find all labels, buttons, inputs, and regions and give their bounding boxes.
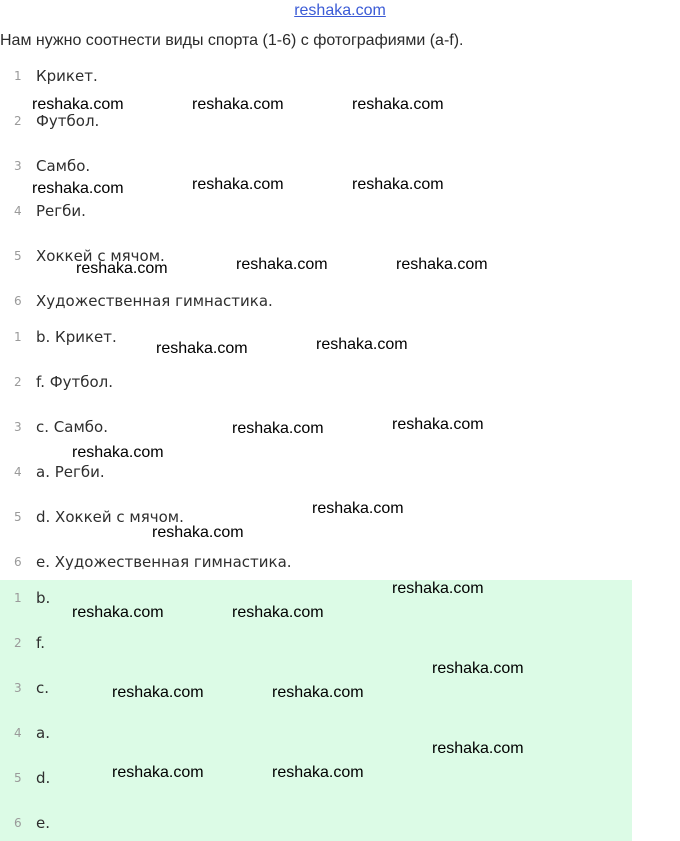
watermark: reshaka.com xyxy=(192,176,284,193)
item-text: Крикет. xyxy=(36,67,98,85)
item-number: 6 xyxy=(14,294,22,308)
item-text: Самбо. xyxy=(36,157,91,175)
watermark: reshaka.com xyxy=(352,96,444,113)
watermark: reshaka.com xyxy=(432,660,524,677)
watermark: reshaka.com xyxy=(156,340,248,357)
list-item xyxy=(0,371,632,393)
item-number: 5 xyxy=(14,249,22,263)
watermark: reshaka.com xyxy=(32,96,124,113)
list-item xyxy=(0,551,632,573)
item-text: f. xyxy=(36,634,45,652)
item-text: d. xyxy=(36,769,51,787)
item-number: 2 xyxy=(14,636,22,650)
item-number: 4 xyxy=(14,465,22,479)
watermark: reshaka.com xyxy=(112,684,204,701)
watermark: reshaka.com xyxy=(272,764,364,781)
item-number: 3 xyxy=(14,159,22,173)
item-text: b. xyxy=(36,589,51,607)
item-number: 4 xyxy=(14,204,22,218)
list-item xyxy=(0,632,632,654)
site-title-link[interactable]: reshaka.com xyxy=(294,2,386,19)
item-number: 5 xyxy=(14,510,22,524)
item-text: a. Регби. xyxy=(36,463,105,481)
watermark: reshaka.com xyxy=(76,260,168,277)
item-number: 5 xyxy=(14,771,22,785)
item-text: e. Художественная гимнастика. xyxy=(36,553,292,571)
item-number: 2 xyxy=(14,375,22,389)
item-number: 6 xyxy=(14,816,22,830)
item-number: 1 xyxy=(14,69,22,83)
item-number: 1 xyxy=(14,591,22,605)
list-item xyxy=(0,290,632,312)
item-text: f. Футбол. xyxy=(36,373,114,391)
watermark: reshaka.com xyxy=(152,524,244,541)
item-number: 3 xyxy=(14,681,22,695)
item-text: c. Самбо. xyxy=(36,418,108,436)
watermark: reshaka.com xyxy=(72,604,164,621)
item-text: a. xyxy=(36,724,50,742)
watermark: reshaka.com xyxy=(232,420,324,437)
watermark: reshaka.com xyxy=(32,180,124,197)
watermark: reshaka.com xyxy=(192,96,284,113)
watermark: reshaka.com xyxy=(312,500,404,517)
item-text: Хоккей с мячом. xyxy=(36,247,165,265)
watermark: reshaka.com xyxy=(316,336,408,353)
item-number: 6 xyxy=(14,555,22,569)
watermark: reshaka.com xyxy=(352,176,444,193)
item-number: 3 xyxy=(14,420,22,434)
item-text: Художественная гимнастика. xyxy=(36,292,273,310)
item-number: 4 xyxy=(14,726,22,740)
item-text: c. xyxy=(36,679,50,697)
task-statement: Нам нужно соотнести виды спорта (1-6) с фотографиями (a-f). xyxy=(0,32,464,49)
watermark: reshaka.com xyxy=(272,684,364,701)
list-item xyxy=(0,200,632,222)
watermark: reshaka.com xyxy=(112,764,204,781)
watermark: reshaka.com xyxy=(432,740,524,757)
list-item xyxy=(0,155,632,177)
watermark: reshaka.com xyxy=(72,444,164,461)
item-text: Регби. xyxy=(36,202,86,220)
item-text: b. Крикет. xyxy=(36,328,117,346)
watermark: reshaka.com xyxy=(236,256,328,273)
item-number: 2 xyxy=(14,114,22,128)
list-item xyxy=(0,461,632,483)
watermark: reshaka.com xyxy=(396,256,488,273)
item-text: Футбол. xyxy=(36,112,100,130)
list-item xyxy=(0,812,632,834)
list-item xyxy=(0,65,632,87)
watermark: reshaka.com xyxy=(392,580,484,597)
item-text: d. Хоккей с мячом. xyxy=(36,508,184,526)
watermark: reshaka.com xyxy=(392,416,484,433)
item-number: 1 xyxy=(14,330,22,344)
list-item xyxy=(0,722,632,744)
watermark: reshaka.com xyxy=(232,604,324,621)
item-text: e. xyxy=(36,814,50,832)
